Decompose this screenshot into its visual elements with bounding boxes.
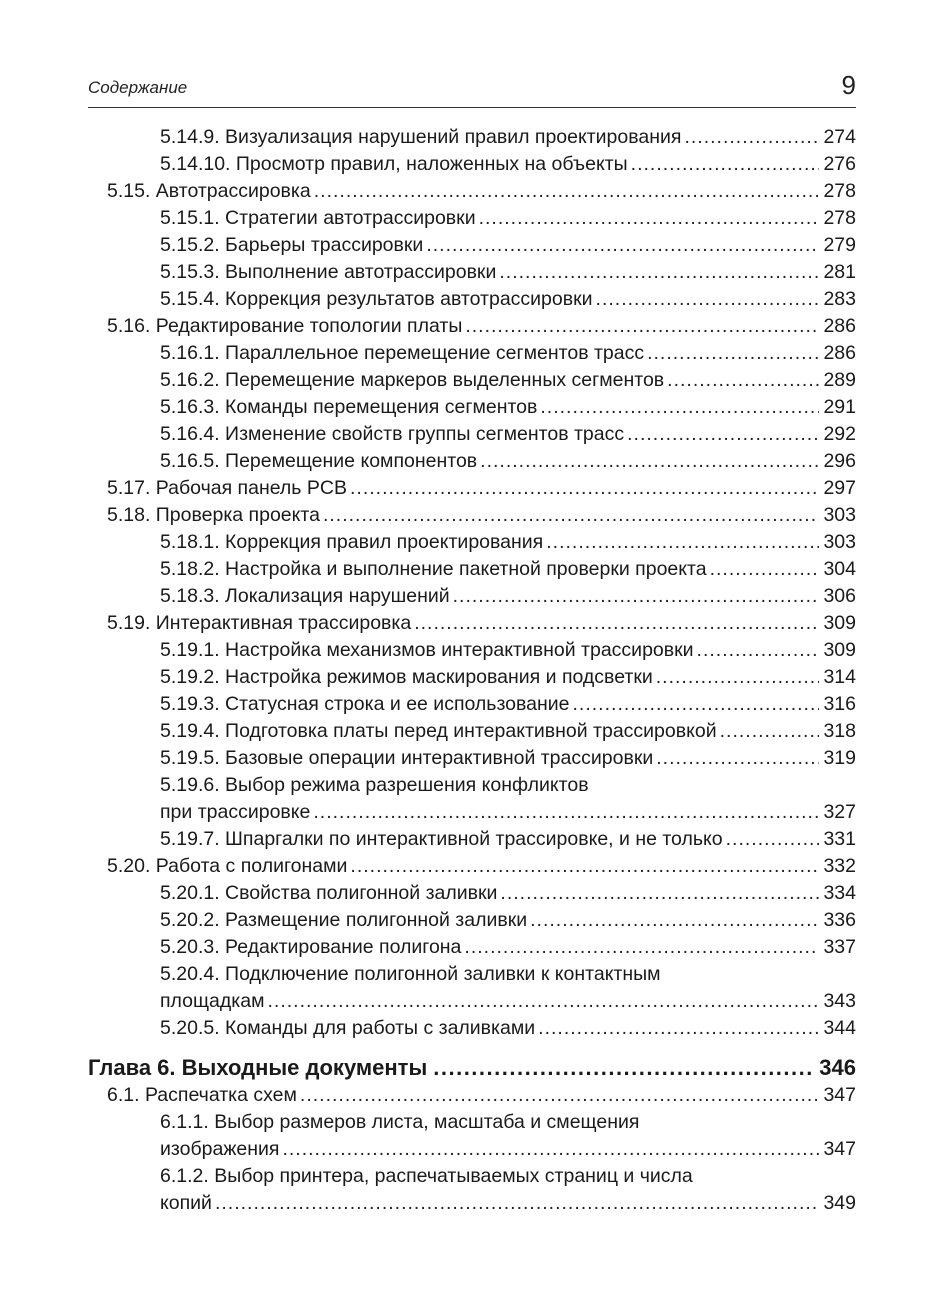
toc-entry[interactable]: копий ..... 349 bbox=[160, 1190, 856, 1217]
toc-section[interactable]: 5.16. Редактирование топологии платы ..... 286 bbox=[107, 313, 856, 340]
toc-entry[interactable]: 5.18.2. Настройка и выполнение пакетной проверки проекта ..... 304 bbox=[160, 556, 856, 583]
leader-dots bbox=[464, 934, 819, 961]
toc-entry[interactable]: 5.20.2. Размещение полигонной заливки ..... 336 bbox=[160, 907, 856, 934]
toc-entry[interactable]: 5.16.4. Изменение свойств группы сегментов трасс ..... 292 bbox=[160, 421, 856, 448]
leader-dots bbox=[726, 826, 820, 853]
toc-entry[interactable]: площадкам ..... 343 bbox=[160, 988, 856, 1015]
leader-dots bbox=[540, 394, 819, 421]
leader-dots bbox=[480, 448, 819, 475]
leader-dots bbox=[667, 367, 819, 394]
leader-dots bbox=[538, 1015, 819, 1042]
leader-dots bbox=[647, 340, 819, 367]
toc-entry[interactable]: 5.18.3. Локализация нарушений ..... 306 bbox=[160, 583, 856, 610]
toc-entry[interactable]: изображения ..... 347 bbox=[160, 1136, 856, 1163]
toc-section[interactable]: 5.15. Автотрассировка ..... 278 bbox=[107, 178, 856, 205]
toc-entry[interactable]: 5.19.7. Шпаргалки по интерактивной трассировке, и не только ..... 331 bbox=[160, 826, 856, 853]
toc-chapter[interactable]: Глава 6. Выходные документы ..... 346 bbox=[88, 1053, 856, 1083]
toc-entry[interactable]: 5.20.3. Редактирование полигона ..... 337 bbox=[160, 934, 856, 961]
toc-entry[interactable]: 5.15.2. Барьеры трассировки ..... 279 bbox=[160, 232, 856, 259]
leader-dots bbox=[631, 151, 820, 178]
toc-entry[interactable]: 5.20.5. Команды для работы с заливками ..... 344 bbox=[160, 1015, 856, 1042]
toc-entry[interactable]: 5.15.4. Коррекция результатов автотрассировки ..... 283 bbox=[160, 286, 856, 313]
toc-entry[interactable]: при трассировке ..... 327 bbox=[160, 799, 856, 826]
leader-dots bbox=[453, 583, 820, 610]
leader-dots bbox=[350, 853, 819, 880]
toc-section[interactable]: 5.20. Работа с полигонами ..... 332 bbox=[107, 853, 856, 880]
page-number: 9 bbox=[841, 70, 856, 100]
leader-dots bbox=[350, 475, 819, 502]
leader-dots bbox=[267, 988, 819, 1015]
leader-dots bbox=[710, 556, 820, 583]
toc-section[interactable]: 5.17. Рабочая панель PCB ..... 297 bbox=[107, 475, 856, 502]
leader-dots bbox=[627, 421, 819, 448]
toc-section[interactable]: 5.18. Проверка проекта ..... 303 bbox=[107, 502, 856, 529]
toc-entry[interactable]: 5.19.3. Статусная строка и ее использование ..... 316 bbox=[160, 691, 856, 718]
toc-entry[interactable]: 5.16.3. Команды перемещения сегментов ..... 291 bbox=[160, 394, 856, 421]
leader-dots bbox=[697, 637, 820, 664]
header-divider bbox=[88, 107, 856, 108]
toc-entry[interactable]: 5.14.10. Просмотр правил, наложенных на объекты ..... 276 bbox=[160, 151, 856, 178]
leader-dots bbox=[573, 691, 820, 718]
toc-entry-first-line[interactable]: 6.1.2. Выбор принтера, распечатываемых страниц и числа bbox=[160, 1165, 693, 1187]
leader-dots bbox=[479, 205, 820, 232]
leader-dots bbox=[656, 745, 819, 772]
leader-dots bbox=[530, 907, 819, 934]
leader-dots bbox=[465, 313, 819, 340]
toc-entry-first-line[interactable]: 5.20.4. Подключение полигонной заливки к контактным bbox=[160, 963, 661, 985]
leader-dots bbox=[282, 1136, 819, 1163]
toc-section[interactable]: 6.1. Распечатка схем ..... 347 bbox=[107, 1082, 856, 1109]
leader-dots bbox=[314, 178, 820, 205]
leader-dots bbox=[720, 718, 820, 745]
toc-entry[interactable]: 5.19.2. Настройка режимов маскирования и подсветки ..... 314 bbox=[160, 664, 856, 691]
toc-entry[interactable]: 5.18.1. Коррекция правил проектирования ..... 303 bbox=[160, 529, 856, 556]
toc-entry[interactable]: 5.15.1. Стратегии автотрассировки ..... 278 bbox=[160, 205, 856, 232]
toc-entry-first-line[interactable]: 6.1.1. Выбор размеров листа, масштаба и смещения bbox=[160, 1111, 640, 1133]
page-header bbox=[88, 72, 856, 102]
leader-dots bbox=[499, 259, 819, 286]
leader-dots bbox=[323, 502, 820, 529]
leader-dots bbox=[313, 799, 819, 826]
toc-entry[interactable]: 5.14.9. Визуализация нарушений правил проектирования ..... 274 bbox=[160, 124, 856, 151]
leader-dots bbox=[215, 1190, 820, 1217]
toc-entry[interactable]: 5.19.1. Настройка механизмов интерактивной трассировки ..... 309 bbox=[160, 637, 856, 664]
leader-dots bbox=[596, 286, 820, 313]
leader-dots bbox=[546, 529, 819, 556]
toc-entry[interactable]: 5.16.1. Параллельное перемещение сегментов трасс ..... 286 bbox=[160, 340, 856, 367]
toc-entry[interactable]: 5.16.5. Перемещение компонентов ..... 296 bbox=[160, 448, 856, 475]
toc-entry[interactable]: 5.15.3. Выполнение автотрассировки ..... 281 bbox=[160, 259, 856, 286]
leader-dots bbox=[433, 1053, 813, 1083]
leader-dots bbox=[300, 1082, 820, 1109]
toc-section[interactable]: 5.19. Интерактивная трассировка ..... 309 bbox=[107, 610, 856, 637]
toc-entry[interactable]: 5.16.2. Перемещение маркеров выделенных сегментов ..... 289 bbox=[160, 367, 856, 394]
running-head-title: Содержание bbox=[88, 78, 188, 97]
leader-dots bbox=[414, 610, 819, 637]
toc-entry-first-line[interactable]: 5.19.6. Выбор режима разрешения конфликтов bbox=[160, 774, 589, 796]
leader-dots bbox=[684, 124, 819, 151]
leader-dots bbox=[656, 664, 820, 691]
toc-entry[interactable]: 5.19.4. Подготовка платы перед интерактивной трассировкой ..... 318 bbox=[160, 718, 856, 745]
leader-dots bbox=[426, 232, 819, 259]
leader-dots bbox=[500, 880, 819, 907]
toc-entry[interactable]: 5.19.5. Базовые операции интерактивной трассировки ..... 319 bbox=[160, 745, 856, 772]
toc-entry[interactable]: 5.20.1. Свойства полигонной заливки ..... 334 bbox=[160, 880, 856, 907]
